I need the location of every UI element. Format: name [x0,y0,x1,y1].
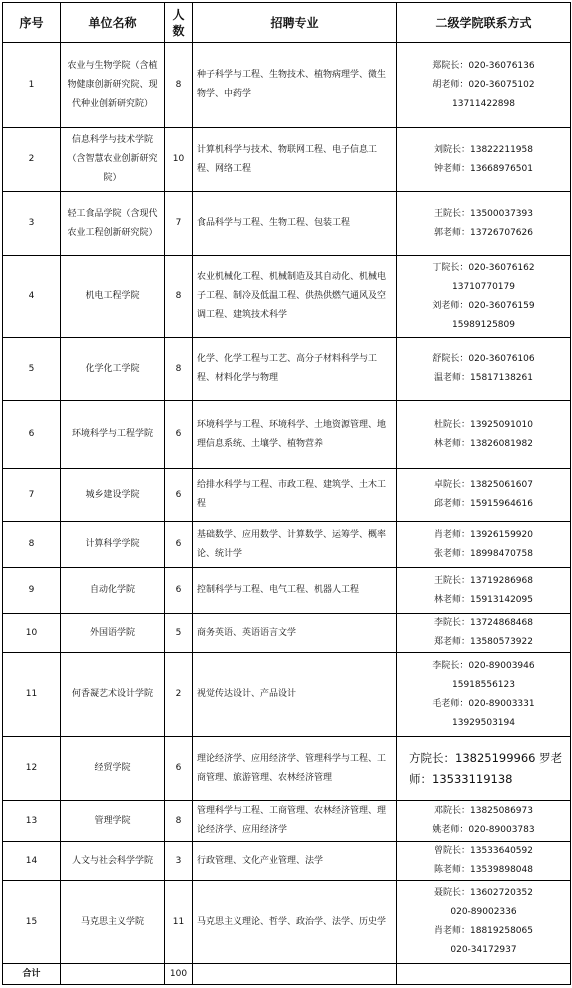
headcount: 11 [165,881,193,964]
table-row [3,842,571,881]
header-contact: 二级学院联系方式 [397,3,571,43]
row-number: 15 [3,881,61,964]
contact-line: 杜院长：13925091010 [434,419,533,430]
contact-line: 聂院长：13602720352 [434,888,533,898]
header-unit: 单位名称 [61,3,165,43]
contact-line: 郭老师：13726707626 [434,227,533,238]
headcount: 6 [165,568,193,614]
headcount: 6 [165,522,193,568]
header-major: 招聘专业 [193,3,397,43]
unit-name: 农业与生物学院（含植物健康创新研究院、现代种业创新研究院） [61,43,165,128]
total-count: 100 [165,964,193,985]
unit-name: 机电工程学院 [61,256,165,338]
contact-line: 李院长：13724868468 [434,618,533,628]
table-row [3,568,571,614]
unit-name: 马克思主义学院 [61,881,165,964]
majors: 理论经济学、应用经济学、管理科学与工程、工商管理、旅游管理、农林经济管理 [193,737,397,801]
table-row [3,737,571,801]
majors: 化学、化学工程与工艺、高分子材料科学与工程、材料化学与物理 [193,338,397,401]
headcount: 6 [165,737,193,801]
contact-line: 钟老师：13668976501 [434,163,533,174]
headcount: 10 [165,128,193,192]
unit-name: 外国语学院 [61,614,165,653]
row-number: 3 [3,192,61,256]
majors: 环境科学与工程、环境科学、土地资源管理、地理信息系统、土壤学、植物营养 [193,401,397,469]
unit-name: 经贸学院 [61,737,165,801]
total-blank-contact [397,964,571,985]
row-number: 8 [3,522,61,568]
contact-line: 温老师：15817138261 [434,373,533,383]
headcount: 7 [165,192,193,256]
row-number: 1 [3,43,61,128]
majors: 视觉传达设计、产品设计 [193,653,397,737]
row-number: 2 [3,128,61,192]
total-label: 合计 [3,964,61,985]
row-number: 7 [3,469,61,522]
majors: 种子科学与工程、生物技术、植物病理学、微生物学、中药学 [193,43,397,128]
contact-line: 林老师：15913142095 [434,594,533,605]
unit-name: 轻工食品学院（含现代农业工程创新研究院） [61,192,165,256]
majors: 管理科学与工程、工商管理、农林经济管理、理论经济学、应用经济学 [193,801,397,842]
unit-name: 化学化工学院 [61,338,165,401]
contact-info [397,256,571,338]
contact-info [397,522,571,568]
row-number: 14 [3,842,61,881]
contact-line: 胡老师：020-36075102 [432,79,535,90]
contact-line: 王院长：13719286968 [434,575,533,586]
contact-line: 王院长：13500037393 [434,208,533,219]
header-row [3,3,571,43]
contact-line: 13711422898 [452,98,515,109]
contact-line: 刘院长：13822211958 [434,144,533,155]
row-number: 10 [3,614,61,653]
contact-info [397,192,571,256]
headcount: 8 [165,256,193,338]
contact-line: 曾院长：13533640592 [434,846,533,856]
contact-line: 15918556123 [452,679,515,690]
headcount: 6 [165,469,193,522]
majors: 食品科学与工程、生物工程、包装工程 [193,192,397,256]
contact-line: 方院长：13825199966 罗老 [409,750,563,765]
headcount: 8 [165,801,193,842]
contact-info [397,801,571,842]
contact-line: 李院长：020-89003946 [432,660,535,671]
table-row [3,338,571,401]
table-row [3,192,571,256]
contact-line: 13929503194 [452,717,515,728]
row-number: 4 [3,256,61,338]
recruitment-table [2,2,571,985]
majors: 行政管理、文化产业管理、法学 [193,842,397,881]
headcount: 2 [165,653,193,737]
contact-line: 师：13533119138 [409,771,513,786]
table-row [3,256,571,338]
majors: 给排水科学与工程、市政工程、建筑学、土木工程 [193,469,397,522]
contact-line: 15989125809 [452,319,515,330]
majors: 商务英语、英语语言文学 [193,614,397,653]
table-row [3,653,571,737]
unit-name: 自动化学院 [61,568,165,614]
contact-line: 林老师：13826081982 [434,438,533,449]
contact-info [397,43,571,128]
contact-info [397,653,571,737]
unit-name: 管理学院 [61,801,165,842]
contact-info [397,881,571,964]
table-row [3,801,571,842]
majors: 计算机科学与技术、物联网工程、电子信息工程、网络工程 [193,128,397,192]
table-row [3,522,571,568]
table-row [3,881,571,964]
contact-info [397,338,571,401]
contact-info [397,614,571,653]
contact-line: 姚老师：020-89003783 [432,825,535,835]
majors: 控制科学与工程、电气工程、机器人工程 [193,568,397,614]
contact-line: 毛老师：020-89003331 [432,698,535,709]
contact-line: 卓院长：13825061607 [434,480,533,490]
total-row [3,964,571,985]
contact-info [397,842,571,881]
table-row [3,401,571,469]
table-row [3,128,571,192]
row-number: 5 [3,338,61,401]
unit-name: 城乡建设学院 [61,469,165,522]
contact-line: 020-34172937 [450,945,517,955]
header-count: 人数 [165,3,193,43]
headcount: 8 [165,43,193,128]
unit-name: 人文与社会科学学院 [61,842,165,881]
contact-line: 郑老师：13580573922 [434,637,533,647]
majors: 基础数学、应用数学、计算数学、运筹学、概率论、统计学 [193,522,397,568]
contact-line: 陈老师：13539898048 [434,865,533,875]
headcount: 6 [165,401,193,469]
contact-line: 13710770179 [452,281,515,292]
majors: 马克思主义理论、哲学、政治学、法学、历史学 [193,881,397,964]
headcount: 5 [165,614,193,653]
row-number: 12 [3,737,61,801]
row-number: 13 [3,801,61,842]
contact-line: 张老师：18998470758 [434,548,533,559]
contact-line: 舒院长：020-36076106 [432,354,535,364]
headcount: 3 [165,842,193,881]
contact-info [397,401,571,469]
headcount: 8 [165,338,193,401]
contact-line: 肖老师：13926159920 [434,529,533,540]
contact-info [397,568,571,614]
table-row [3,469,571,522]
row-number: 6 [3,401,61,469]
unit-name: 何香凝艺术设计学院 [61,653,165,737]
row-number: 9 [3,568,61,614]
majors: 农业机械化工程、机械制造及其自动化、机械电子工程、制冷及低温工程、供热供燃气通风及空调工程、建筑技术科学 [193,256,397,338]
contact-line: 刘老师：020-36076159 [432,300,535,311]
header-no: 序号 [3,3,61,43]
contact-info [397,469,571,522]
contact-line: 020-89002336 [450,907,517,917]
row-number: 11 [3,653,61,737]
table-row [3,43,571,128]
table-row [3,614,571,653]
total-blank-unit [61,964,165,985]
contact-line: 邱老师：15915964616 [434,499,533,509]
contact-line: 肖老师：18819258065 [434,926,533,936]
contact-line: 丁院长：020-36076162 [432,262,535,273]
unit-name: 环境科学与工程学院 [61,401,165,469]
unit-name: 计算科学学院 [61,522,165,568]
total-blank-major [193,964,397,985]
contact-info [397,737,571,801]
contact-line: 邓院长：13825086973 [434,806,533,816]
unit-name: 信息科学与技术学院（含智慧农业创新研究院） [61,128,165,192]
contact-line: 郑院长：020-36076136 [432,60,535,71]
contact-info [397,128,571,192]
